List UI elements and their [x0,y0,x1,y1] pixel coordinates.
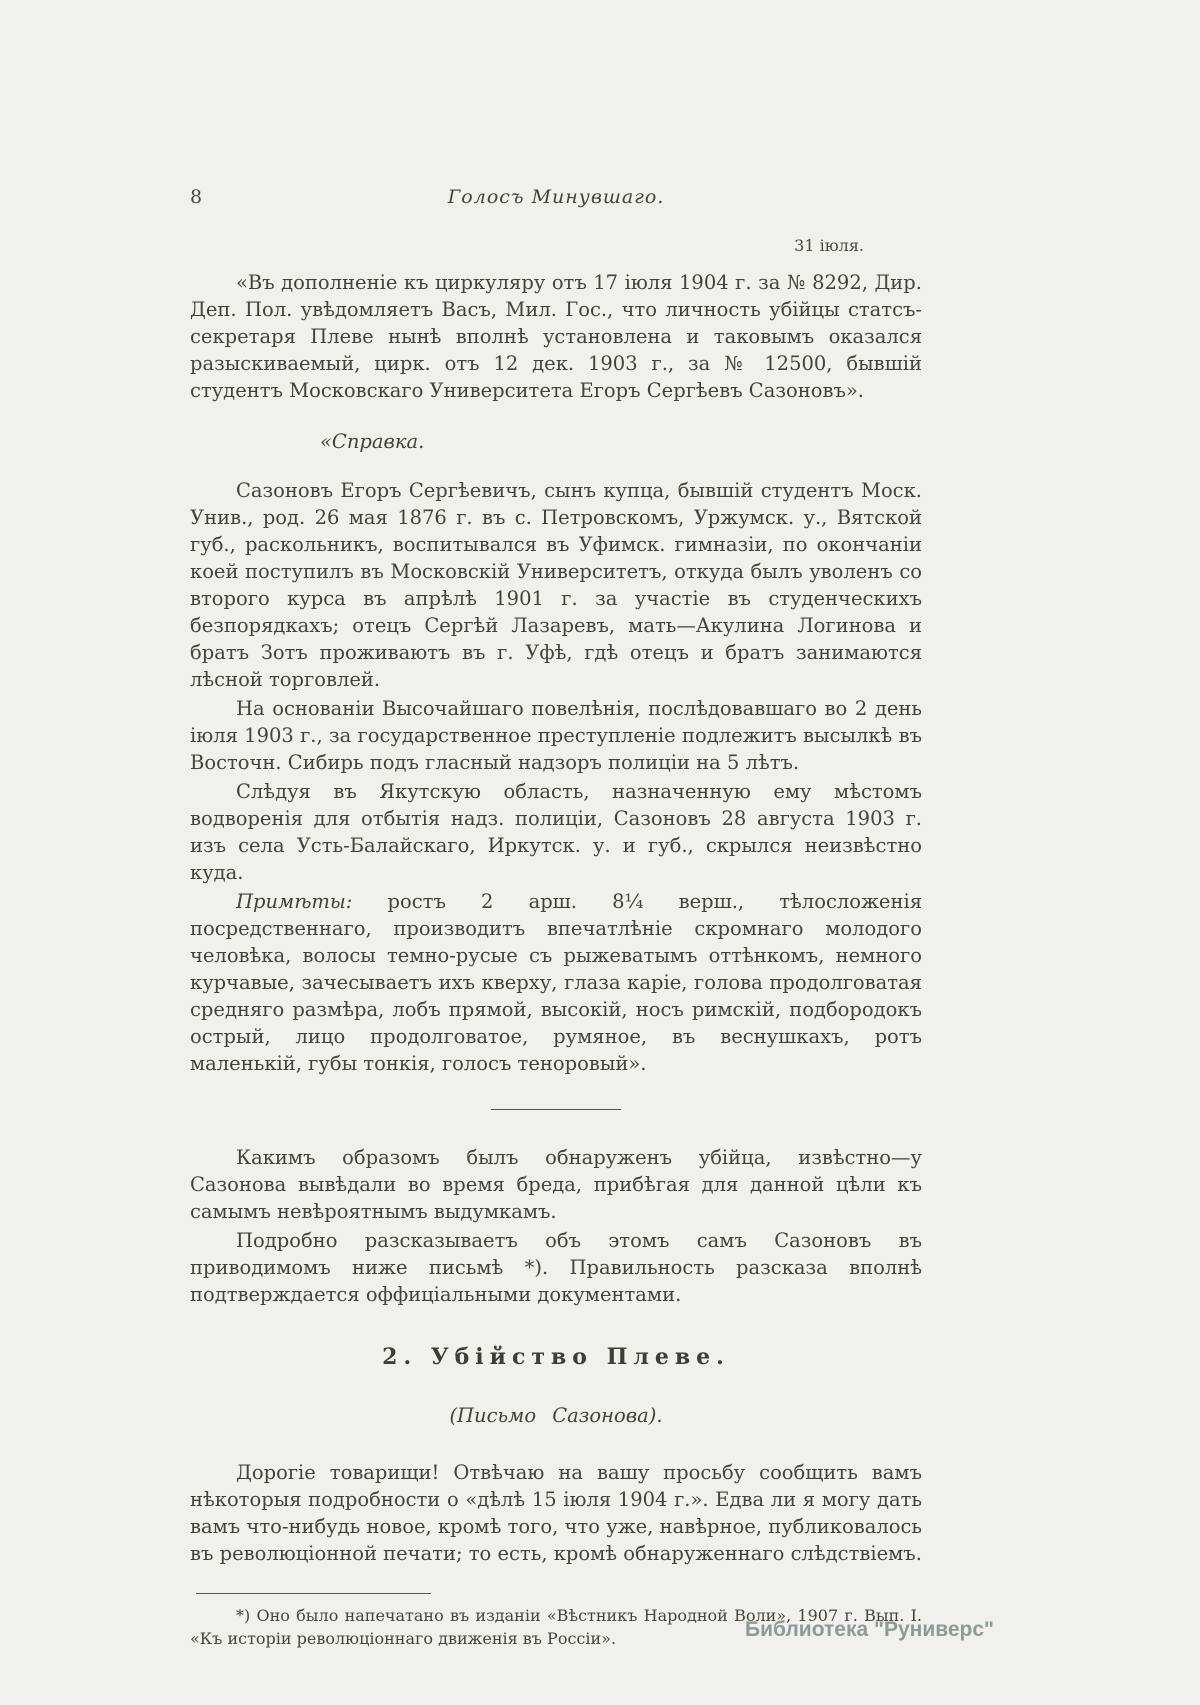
running-title: Голосъ Минувшаго. [447,186,665,208]
library-watermark: Библиотека "Руниверс" [745,1618,995,1641]
page-header [190,186,922,208]
chapter-subheading: (Письмо Сазонова). [449,1404,663,1427]
spravka-paragraph-primety [190,888,922,1077]
section-divider [491,1109,621,1110]
chapter-heading: 2. Убійство Плеве. [382,1344,730,1370]
page-number: 8 [190,186,203,208]
footnote-text: *) Оно было напечатано въ изданіи «Вѣстникъ Народной Воли», 1907 г. Вып. I. «Къ исторіи революціоннаго движенія въ Россіи». [190,1606,922,1648]
spravka-paragraph-1: Сазоновъ Егоръ Сергѣевичъ, сынъ купца, бывшій студентъ Моск. Унив., род. 26 мая 1876 г. въ с. Петровскомъ, Уржумск. у., Вятской губ., раскольникъ, воспитывался въ Уфимск. гимназіи, по окончаніи коей поступилъ въ Московскій Университетъ, откуда былъ уволенъ со второго курса въ апрѣлѣ 1901 г. за участіе въ студенческихъ безпорядкахъ; отецъ Сергѣй Лазаревъ, мать—Акулина Логинова и братъ Зотъ проживаютъ въ г. Уфѣ, гдѣ отецъ и братъ занимаются лѣсной торговлей. [190,479,922,691]
book-page [190,186,922,1650]
primety-lead: Примѣты: [236,890,353,913]
spravka-paragraph-2: На основаніи Высочайшаго повелѣнія, послѣдовавшаго во 2 день іюля 1903 г., за государственное преступленіе подлежитъ высылкѣ въ Восточн. Сибирь подъ гласный надзоръ полиціи на 5 лѣтъ. [190,697,922,774]
circular-paragraph: «Въ дополненіе къ циркуляру отъ 17 іюля 1904 г. за № 8292, Дир. Деп. Пол. увѣдомляетъ Васъ, Мил. Гос., что личность убійцы статсъ-секретаря Плеве нынѣ вполнѣ установлена и таковымъ оказался разыскиваемый, цирк. отъ 12 дек. 1903 г., за № 12500, бывшій студентъ Московскаго Университета Егоръ Сергѣевъ Сазоновъ». [190,271,922,402]
letter-paragraph-1: Дорогіе товарищи! Отвѣчаю на вашу просьбу сообщить вамъ нѣкоторыя подробности о «дѣлѣ 15 іюля 1904 г.». Едва ли я могу дать вамъ что-нибудь новое, кромѣ того, что уже, навѣрное, публиковалось въ революціонной печати; то есть, кромѣ обнаруженнаго слѣдствіемъ. [190,1461,922,1565]
narrative-paragraph-1: Какимъ образомъ былъ обнаруженъ убійца, извѣстно—у Сазонова вывѣдали во время бреда, прибѣгая для данной цѣли къ самымъ невѣроятнымъ выдумкамъ. [190,1146,922,1223]
primety-text: ростъ 2 арш. 8¼ верш., тѣлосложенія посредственнаго, производитъ впечатлѣніе скромнаго молодого человѣка, волосы темно-русые съ рыжеватымъ оттѣнкомъ, немного курчавые, зачесываетъ ихъ кверху, глаза каріе, голова продолговатая средняго размѣра, лобъ прямой, высокій, носъ римскій, подбородокъ острый, лицо продолговатое, румяное, въ веснушкахъ, ротъ маленькій, губы тонкія, голосъ теноровый». [190,890,923,1075]
date-note: 31 іюля. [794,236,864,255]
spravka-paragraph-3: Слѣдуя въ Якутскую область, назначенную ему мѣстомъ водворенія для отбытія надз. полиціи, Сазоновъ 28 августа 1903 г. изъ села Усть-Балайскаго, Иркутск. у. и губ., скрылся неизвѣстно куда. [190,780,922,884]
narrative-paragraph-2: Подробно разсказываетъ объ этомъ самъ Сазоновъ въ приводимомъ ниже письмѣ *). Правильность разсказа вполнѣ подтверждается оффиціальными документами. [190,1229,922,1306]
footnote-rule [196,1593,431,1594]
spravka-heading: «Справка. [320,430,425,453]
